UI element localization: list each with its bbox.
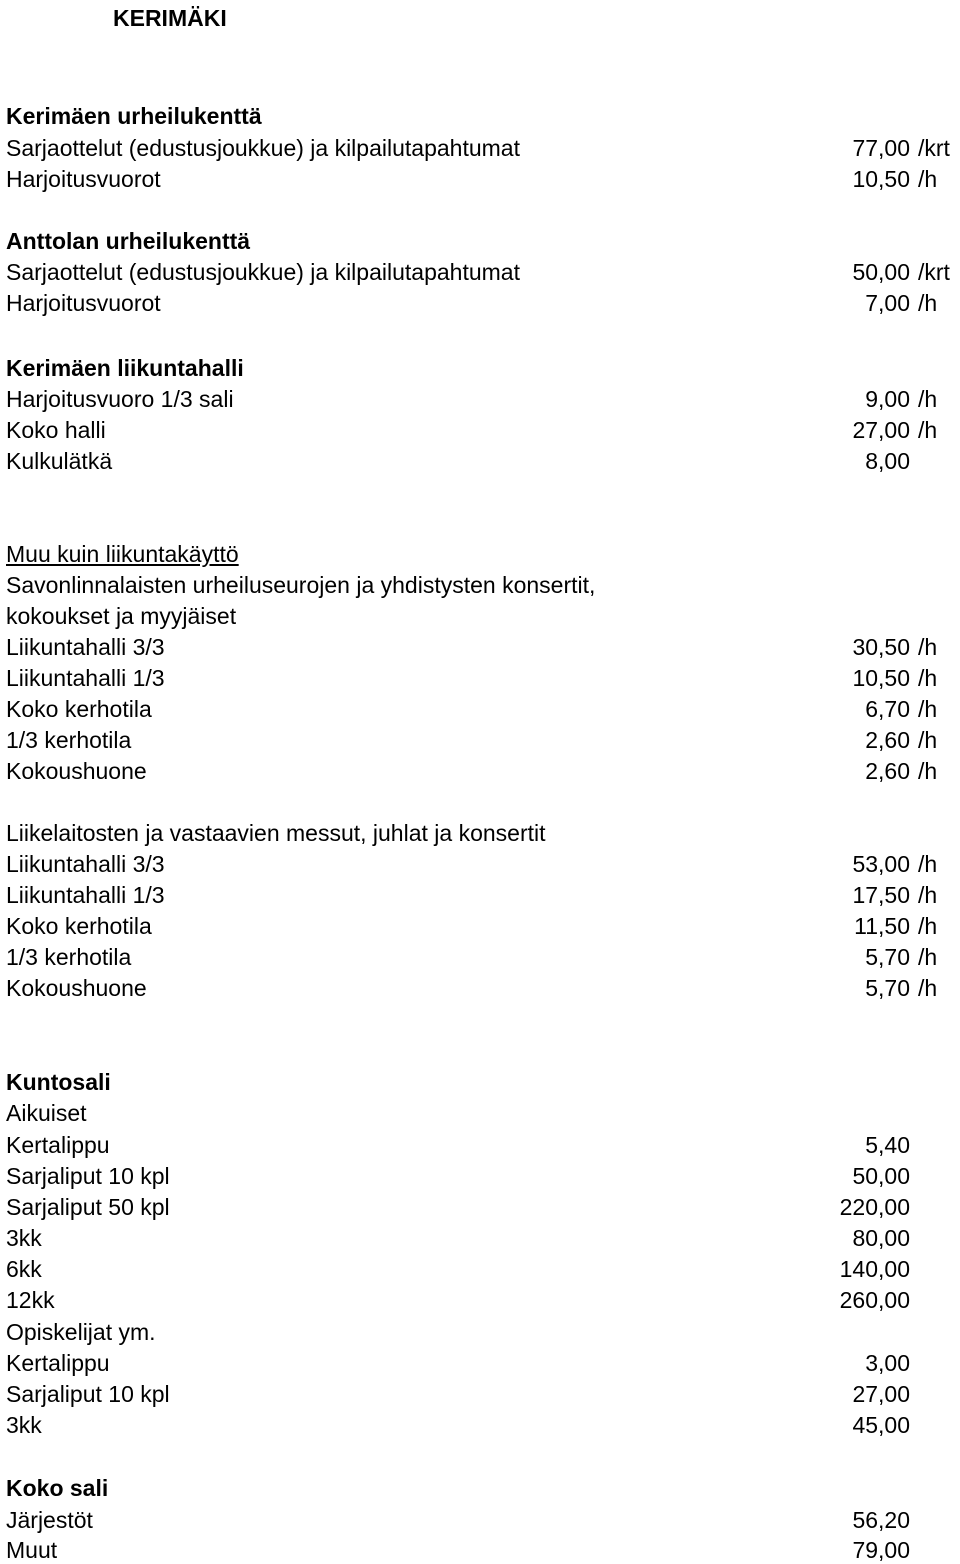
row-label: 6kk xyxy=(6,1256,42,1282)
row-label: Harjoitusvuoro 1/3 sali xyxy=(6,386,234,412)
row-unit: /h xyxy=(918,975,938,1001)
row-label: Koko halli xyxy=(6,417,106,443)
row-label: Liikuntahalli 1/3 xyxy=(6,882,165,908)
page-title: KERIMÄKI xyxy=(113,5,227,31)
row-value: 3,00 xyxy=(865,1350,910,1376)
row-label: Liikuntahalli 1/3 xyxy=(6,665,165,691)
row-label: Sarjaliput 50 kpl xyxy=(6,1194,170,1220)
row-label: Sarjaliput 10 kpl xyxy=(6,1381,170,1407)
section-heading-gym: Kuntosali xyxy=(6,1069,111,1095)
row-unit: /h xyxy=(918,665,938,691)
row-value: 220,00 xyxy=(839,1194,910,1220)
row-label: Harjoitusvuorot xyxy=(6,166,161,192)
row-label: Liikuntahalli 3/3 xyxy=(6,634,165,660)
row-unit: /krt xyxy=(918,135,950,161)
row-value: 5,70 xyxy=(865,944,910,970)
section-heading-kerimaki-hall: Kerimäen liikuntahalli xyxy=(6,355,244,381)
section-heading-anttola-field: Anttolan urheilukenttä xyxy=(6,228,251,254)
section-heading-kerimaki-field: Kerimäen urheilukenttä xyxy=(6,103,262,129)
row-value: 79,00 xyxy=(852,1537,910,1563)
row-value: 140,00 xyxy=(839,1256,910,1282)
row-value: 30,50 xyxy=(852,634,910,660)
row-label: Muut xyxy=(6,1537,58,1563)
row-value: 260,00 xyxy=(839,1287,910,1313)
row-unit: /h xyxy=(918,634,938,660)
row-value: 56,20 xyxy=(852,1507,910,1533)
row-unit: /h xyxy=(918,851,938,877)
row-unit: /h xyxy=(918,166,938,192)
row-label: Koko kerhotila xyxy=(6,696,152,722)
row-label: 1/3 kerhotila xyxy=(6,727,132,753)
row-label: Sarjaliput 10 kpl xyxy=(6,1163,170,1189)
row-label: Kertalippu xyxy=(6,1350,110,1376)
row-value: 10,50 xyxy=(852,665,910,691)
row-value: 80,00 xyxy=(852,1225,910,1251)
row-label: Sarjaottelut (edustusjoukkue) ja kilpailutapahtumat xyxy=(6,259,520,285)
row-label: 3kk xyxy=(6,1225,42,1251)
row-value: 7,00 xyxy=(865,290,910,316)
subheading: Opiskelijat ym. xyxy=(6,1319,156,1345)
row-value: 45,00 xyxy=(852,1412,910,1438)
row-unit: /h xyxy=(918,727,938,753)
row-value: 50,00 xyxy=(852,1163,910,1189)
row-label: 12kk xyxy=(6,1287,55,1313)
row-value: 2,60 xyxy=(865,727,910,753)
subheading: Savonlinnalaisten urheiluseurojen ja yhdistysten konsertit, xyxy=(6,572,596,598)
row-value: 10,50 xyxy=(852,166,910,192)
row-label: Kulkulätkä xyxy=(6,448,113,474)
row-value: 27,00 xyxy=(852,1381,910,1407)
row-label: Järjestöt xyxy=(6,1507,93,1533)
row-label: 1/3 kerhotila xyxy=(6,944,132,970)
row-label: Koko kerhotila xyxy=(6,913,152,939)
row-label: Kertalippu xyxy=(6,1132,110,1158)
row-value: 27,00 xyxy=(852,417,910,443)
subheading: Aikuiset xyxy=(6,1100,87,1126)
row-unit: /h xyxy=(918,696,938,722)
row-value: 9,00 xyxy=(865,386,910,412)
row-label: Liikuntahalli 3/3 xyxy=(6,851,165,877)
row-unit: /h xyxy=(918,290,938,316)
row-value: 17,50 xyxy=(852,882,910,908)
row-value: 5,70 xyxy=(865,975,910,1001)
row-value: 53,00 xyxy=(852,851,910,877)
row-unit: /h xyxy=(918,417,938,443)
row-unit: /krt xyxy=(918,259,950,285)
row-unit: /h xyxy=(918,882,938,908)
subheading: kokoukset ja myyjäiset xyxy=(6,603,237,629)
row-label: Sarjaottelut (edustusjoukkue) ja kilpailutapahtumat xyxy=(6,135,520,161)
row-value: 50,00 xyxy=(852,259,910,285)
row-value: 5,40 xyxy=(865,1132,910,1158)
section-heading-other-use: Muu kuin liikuntakäyttö xyxy=(6,541,239,567)
row-value: 11,50 xyxy=(854,913,910,939)
section-heading-whole-hall: Koko sali xyxy=(6,1475,109,1501)
row-value: 2,60 xyxy=(865,758,910,784)
row-value: 77,00 xyxy=(852,135,910,161)
row-unit: /h xyxy=(918,944,938,970)
row-label: Harjoitusvuorot xyxy=(6,290,161,316)
row-label: Kokoushuone xyxy=(6,975,147,1001)
row-value: 6,70 xyxy=(865,696,910,722)
row-value: 8,00 xyxy=(865,448,910,474)
row-label: Kokoushuone xyxy=(6,758,147,784)
row-unit: /h xyxy=(918,386,938,412)
row-unit: /h xyxy=(918,758,938,784)
subheading: Liikelaitosten ja vastaavien messut, juhlat ja konsertit xyxy=(6,820,546,846)
row-label: 3kk xyxy=(6,1412,42,1438)
row-unit: /h xyxy=(918,913,938,939)
